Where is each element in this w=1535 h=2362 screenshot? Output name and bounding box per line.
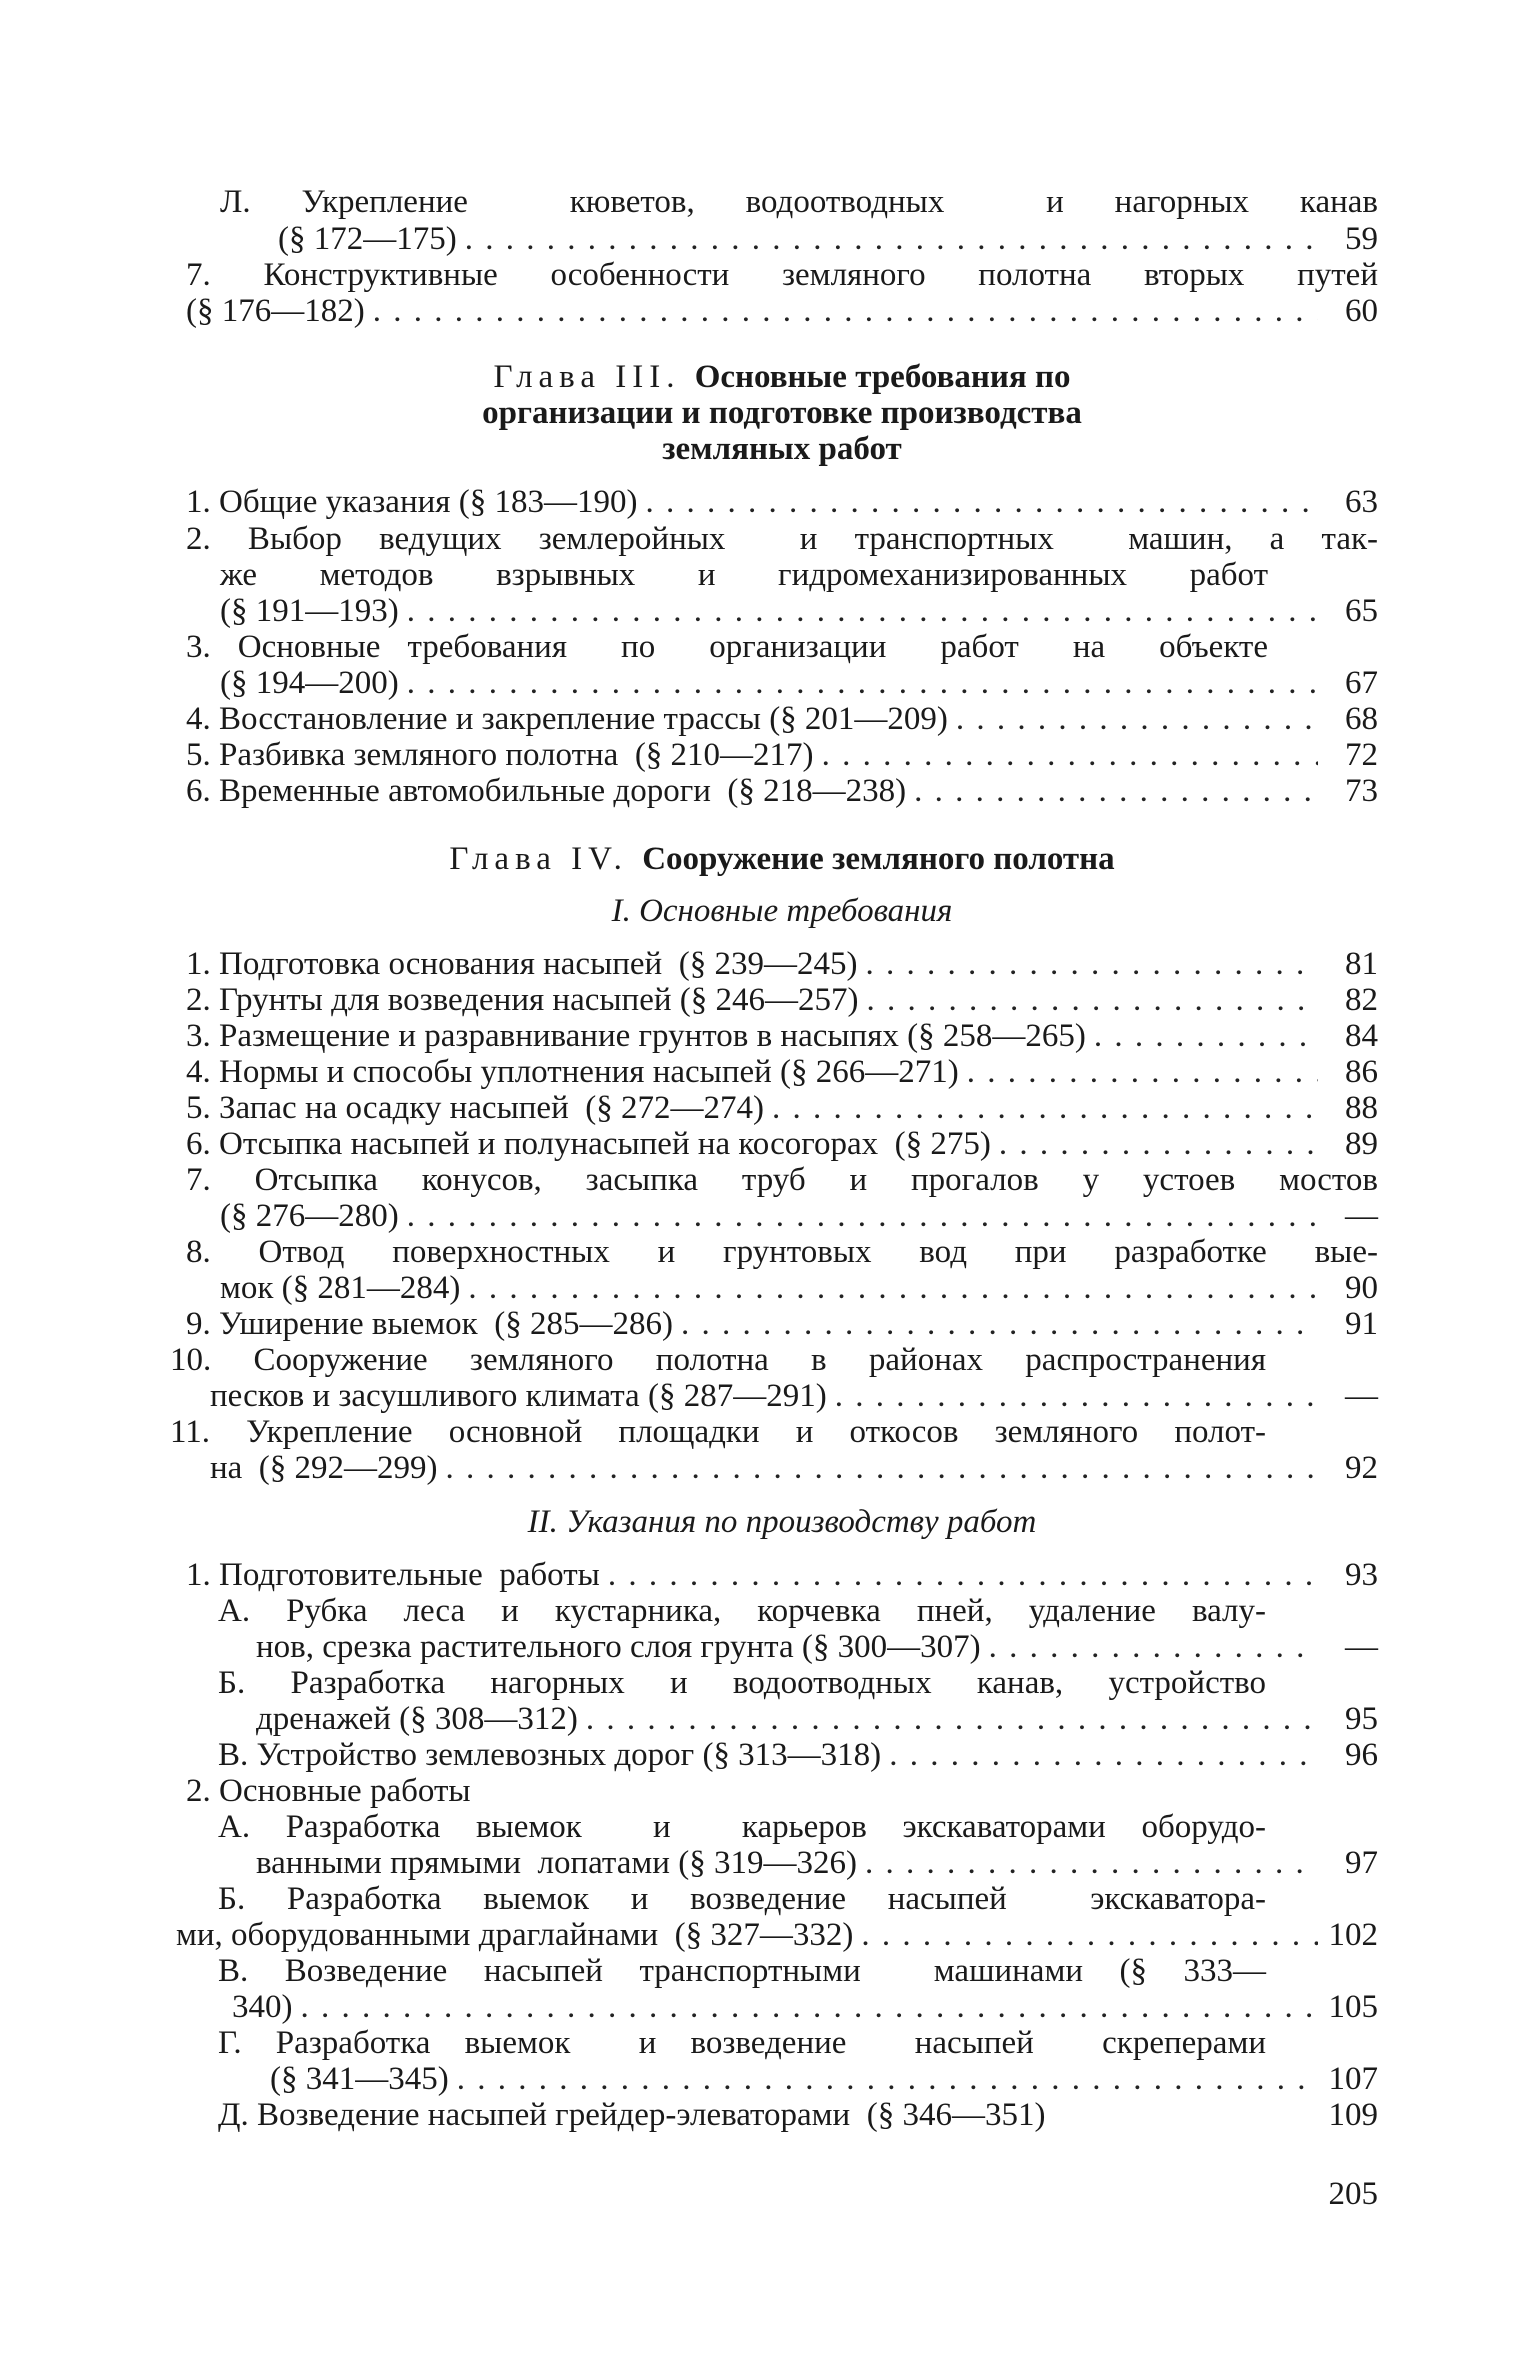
dot-leader bbox=[449, 2061, 1318, 2097]
page-ref: 102 bbox=[1328, 1917, 1378, 1953]
toc-entry-text: дренажей (§ 308—312) bbox=[256, 1701, 578, 1737]
dot-leader bbox=[457, 221, 1318, 257]
dot-leader bbox=[399, 665, 1318, 701]
page-ref: 89 bbox=[1345, 1126, 1378, 1162]
toc-entry-text: Г. Разработка выемок и возведение насыпей скреперами bbox=[218, 2025, 1266, 2061]
toc-entry bbox=[220, 593, 1378, 629]
toc-entry bbox=[186, 1054, 1378, 1090]
toc-entry-text: на (§ 292—299) bbox=[210, 1450, 438, 1486]
toc-entry bbox=[186, 1162, 1378, 1198]
chapter-heading bbox=[186, 841, 1378, 877]
toc-entry bbox=[186, 629, 1268, 665]
toc-entry bbox=[220, 1198, 1378, 1234]
dot-leader bbox=[399, 593, 1318, 629]
toc-entry bbox=[186, 982, 1378, 1018]
toc-entry bbox=[256, 1845, 1378, 1881]
toc-entry bbox=[186, 1557, 1378, 1593]
toc-entry-text: (§ 176—182) bbox=[186, 293, 365, 329]
toc-entry-text: ми, оборудованными драглайнами (§ 327—332) bbox=[176, 1917, 854, 1953]
toc-entry-text: 2. Грунты для возведения насыпей (§ 246—257) bbox=[186, 982, 859, 1018]
toc-entry bbox=[256, 1701, 1378, 1737]
chapter-heading-line bbox=[186, 431, 1378, 467]
toc-entry bbox=[186, 773, 1378, 809]
toc-entry-text: 9. Уширение выемок (§ 285—286) bbox=[186, 1306, 673, 1342]
toc-entry bbox=[220, 1270, 1378, 1306]
toc-entry-text: 5. Разбивка земляного полотна (§ 210—217) bbox=[186, 737, 814, 773]
dot-leader bbox=[959, 1054, 1318, 1090]
toc-entry bbox=[186, 946, 1378, 982]
dot-leader bbox=[293, 1989, 1319, 2025]
toc-entry bbox=[170, 1342, 1266, 1378]
toc-entry-text: 1. Подготовка основания насыпей (§ 239—245) bbox=[186, 946, 858, 982]
section-heading: II. Указания по производству работ bbox=[527, 1504, 1037, 1540]
toc-entry bbox=[186, 521, 1378, 557]
page-ref: 93 bbox=[1345, 1557, 1378, 1593]
toc-entry bbox=[278, 221, 1378, 257]
dot-leader bbox=[365, 293, 1318, 329]
toc-entry bbox=[210, 1378, 1378, 1414]
toc-entry bbox=[270, 2061, 1378, 2097]
toc-entry-text: нов, срезка растительного слоя грунта (§ 300—307) bbox=[256, 1629, 981, 1665]
toc-entry bbox=[186, 737, 1378, 773]
toc-entry bbox=[210, 1450, 1378, 1486]
toc-entry-text: (§ 191—193) bbox=[220, 593, 399, 629]
toc-entry bbox=[186, 701, 1378, 737]
toc-entry-text: 6. Временные автомобильные дороги (§ 218—238) bbox=[186, 773, 907, 809]
dot-leader bbox=[1086, 1018, 1318, 1054]
toc-entry-text: А. Рубка леса и кустарника, корчевка пней, удаление валу- bbox=[218, 1593, 1266, 1629]
toc-entry-text: Б. Разработка нагорных и водоотводных канав, устройство bbox=[218, 1665, 1266, 1701]
dot-leader bbox=[906, 773, 1318, 809]
dot-leader bbox=[857, 1845, 1318, 1881]
toc-entry-text: 2. Выбор ведущих землеройных и транспортных машин, а так- bbox=[186, 521, 1378, 557]
page-ref: 109 bbox=[1328, 2097, 1378, 2133]
toc-entry-text: В. Устройство землевозных дорог (§ 313—318) bbox=[218, 1737, 882, 1773]
toc-entry bbox=[218, 1953, 1266, 1989]
chapter-title: организации и подготовке производства bbox=[482, 395, 1082, 431]
toc-entry bbox=[186, 293, 1378, 329]
toc-entry-text: Д. Возведение насыпей грейдер-элеваторами (§ 346—351) bbox=[218, 2097, 1046, 2133]
toc-entry-text: 1. Общие указания (§ 183—190) bbox=[186, 484, 638, 520]
page-ref: 67 bbox=[1345, 665, 1378, 701]
dot-leader bbox=[948, 701, 1318, 737]
dot-leader bbox=[859, 982, 1318, 1018]
toc-entry bbox=[218, 1593, 1266, 1629]
page-ref: 72 bbox=[1345, 737, 1378, 773]
page-ref: 68 bbox=[1345, 701, 1378, 737]
toc-entry-text: мок (§ 281—284) bbox=[220, 1270, 461, 1306]
dot-leader bbox=[637, 484, 1318, 520]
toc-entry-text: (§ 194—200) bbox=[220, 665, 399, 701]
toc-entry-text: 7. Отсыпка конусов, засыпка труб и прогалов у устоев мостов bbox=[186, 1162, 1378, 1198]
section-heading: I. Основные требования bbox=[611, 893, 953, 929]
chapter-heading bbox=[186, 359, 1378, 395]
toc-entry bbox=[218, 1665, 1266, 1701]
page-ref: 82 bbox=[1345, 982, 1378, 1018]
page-ref: 63 bbox=[1345, 484, 1378, 520]
toc-entry bbox=[186, 1090, 1378, 1126]
toc-entry-text: 5. Запас на осадку насыпей (§ 272—274) bbox=[186, 1090, 764, 1126]
dot-leader bbox=[981, 1629, 1318, 1665]
toc-entry bbox=[218, 1881, 1266, 1917]
dot-leader bbox=[764, 1090, 1318, 1126]
toc-entry bbox=[220, 665, 1378, 701]
page-ref: 105 bbox=[1328, 1989, 1378, 2025]
page-ref: 96 bbox=[1345, 1737, 1378, 1773]
page-ref: 88 bbox=[1345, 1090, 1378, 1126]
page-number: 205 bbox=[1328, 2176, 1378, 2212]
chapter-heading-line bbox=[186, 395, 1378, 431]
page-ref: 90 bbox=[1345, 1270, 1378, 1306]
page-ref: 73 bbox=[1345, 773, 1378, 809]
chapter-title: Сооружение земляного полотна bbox=[642, 841, 1115, 877]
page-ref: — bbox=[1345, 1198, 1378, 1234]
toc-entry-text: 3. Основные требования по организации работ на объекте bbox=[186, 629, 1268, 665]
toc-entry-text: 4. Нормы и способы уплотнения насыпей (§ 266—271) bbox=[186, 1054, 959, 1090]
dot-leader bbox=[673, 1306, 1318, 1342]
toc-entry-text: 3. Размещение и разравнивание грунтов в насыпях (§ 258—265) bbox=[186, 1018, 1086, 1054]
dot-leader bbox=[814, 737, 1318, 773]
toc-entry-text: 4. Восстановление и закрепление трассы (§ 201—209) bbox=[186, 701, 948, 737]
chapter-title: Основные требования по bbox=[694, 359, 1071, 395]
chapter-label: Глава III. bbox=[493, 359, 695, 395]
toc-entry bbox=[218, 2025, 1266, 2061]
dot-leader bbox=[827, 1378, 1318, 1414]
toc-entry bbox=[186, 1126, 1378, 1162]
toc-entry bbox=[220, 184, 1378, 220]
page-ref: 60 bbox=[1345, 293, 1378, 329]
toc-entry-text: (§ 172—175) bbox=[278, 221, 457, 257]
page-ref: — bbox=[1345, 1629, 1378, 1665]
dot-leader bbox=[857, 946, 1318, 982]
toc-entry-text: 7. Конструктивные особенности земляного полотна вторых путей bbox=[186, 257, 1378, 293]
page-ref: — bbox=[1345, 1378, 1378, 1414]
toc-entry-text: 1. Подготовительные работы bbox=[186, 1557, 600, 1593]
toc-entry-text: 11. Укрепление основной площадки и откосов земляного полот- bbox=[170, 1414, 1266, 1450]
toc-entry bbox=[218, 2097, 1378, 2133]
toc-entry-text: (§ 276—280) bbox=[220, 1198, 399, 1234]
toc-entry bbox=[186, 257, 1378, 293]
page-ref: 81 bbox=[1345, 946, 1378, 982]
toc-entry bbox=[186, 1306, 1378, 1342]
toc-entry bbox=[218, 1809, 1266, 1845]
toc-entry-text: 340) bbox=[232, 1989, 293, 2025]
dot-leader bbox=[578, 1701, 1318, 1737]
page-ref: 107 bbox=[1328, 2061, 1378, 2097]
toc-entry-text: 6. Отсыпка насыпей и полунасыпей на косогорах (§ 275) bbox=[186, 1126, 991, 1162]
chapter-title: земляных работ bbox=[662, 431, 902, 467]
toc-entry bbox=[186, 1018, 1378, 1054]
dot-leader bbox=[600, 1557, 1318, 1593]
toc-entry-text: А. Разработка выемок и карьеров экскаваторами оборудо- bbox=[218, 1809, 1266, 1845]
dot-leader bbox=[399, 1198, 1318, 1234]
dot-leader bbox=[460, 1270, 1318, 1306]
dot-leader bbox=[991, 1126, 1318, 1162]
chapter-label: Глава IV. bbox=[449, 841, 643, 877]
toc-entry bbox=[186, 484, 1378, 520]
toc-entry-text: В. Возведение насыпей транспортными машинами (§ 333— bbox=[218, 1953, 1266, 1989]
toc-entry-text: ванными прямыми лопатами (§ 319—326) bbox=[256, 1845, 857, 1881]
toc-entry-text: 2. Основные работы bbox=[186, 1773, 471, 1809]
toc-entry-text: Б. Разработка выемок и возведение насыпей экскаватора- bbox=[218, 1881, 1266, 1917]
page-ref: 59 bbox=[1345, 221, 1378, 257]
toc-entry-text: же методов взрывных и гидромеханизированных работ bbox=[220, 557, 1268, 593]
toc-entry-text: 10. Сооружение земляного полотна в районах распространения bbox=[170, 1342, 1266, 1378]
toc-entry bbox=[176, 1917, 1378, 1953]
toc-entry bbox=[256, 1629, 1378, 1665]
dot-leader bbox=[881, 1737, 1318, 1773]
page-ref: 84 bbox=[1345, 1018, 1378, 1054]
toc-entry bbox=[186, 1234, 1378, 1270]
toc-entry bbox=[186, 1773, 1378, 1809]
toc-entry bbox=[218, 1737, 1378, 1773]
page-ref: 65 bbox=[1345, 593, 1378, 629]
toc-entry bbox=[170, 1414, 1266, 1450]
dot-leader bbox=[438, 1450, 1318, 1486]
page-ref: 97 bbox=[1345, 1845, 1378, 1881]
toc-entry bbox=[232, 1989, 1378, 2025]
toc-entry-text: Л. Укрепление кюветов, водоотводных и нагорных канав bbox=[220, 184, 1378, 220]
toc-entry-text: песков и засушливого климата (§ 287—291) bbox=[210, 1378, 827, 1414]
toc-entry-text: (§ 341—345) bbox=[270, 2061, 449, 2097]
page-ref: 86 bbox=[1345, 1054, 1378, 1090]
page-ref: 95 bbox=[1345, 1701, 1378, 1737]
toc-entry-text: 8. Отвод поверхностных и грунтовых вод при разработке вые- bbox=[186, 1234, 1378, 1270]
dot-leader bbox=[853, 1917, 1318, 1953]
toc-entry bbox=[220, 557, 1268, 593]
page-ref: 91 bbox=[1345, 1306, 1378, 1342]
page-ref: 92 bbox=[1345, 1450, 1378, 1486]
